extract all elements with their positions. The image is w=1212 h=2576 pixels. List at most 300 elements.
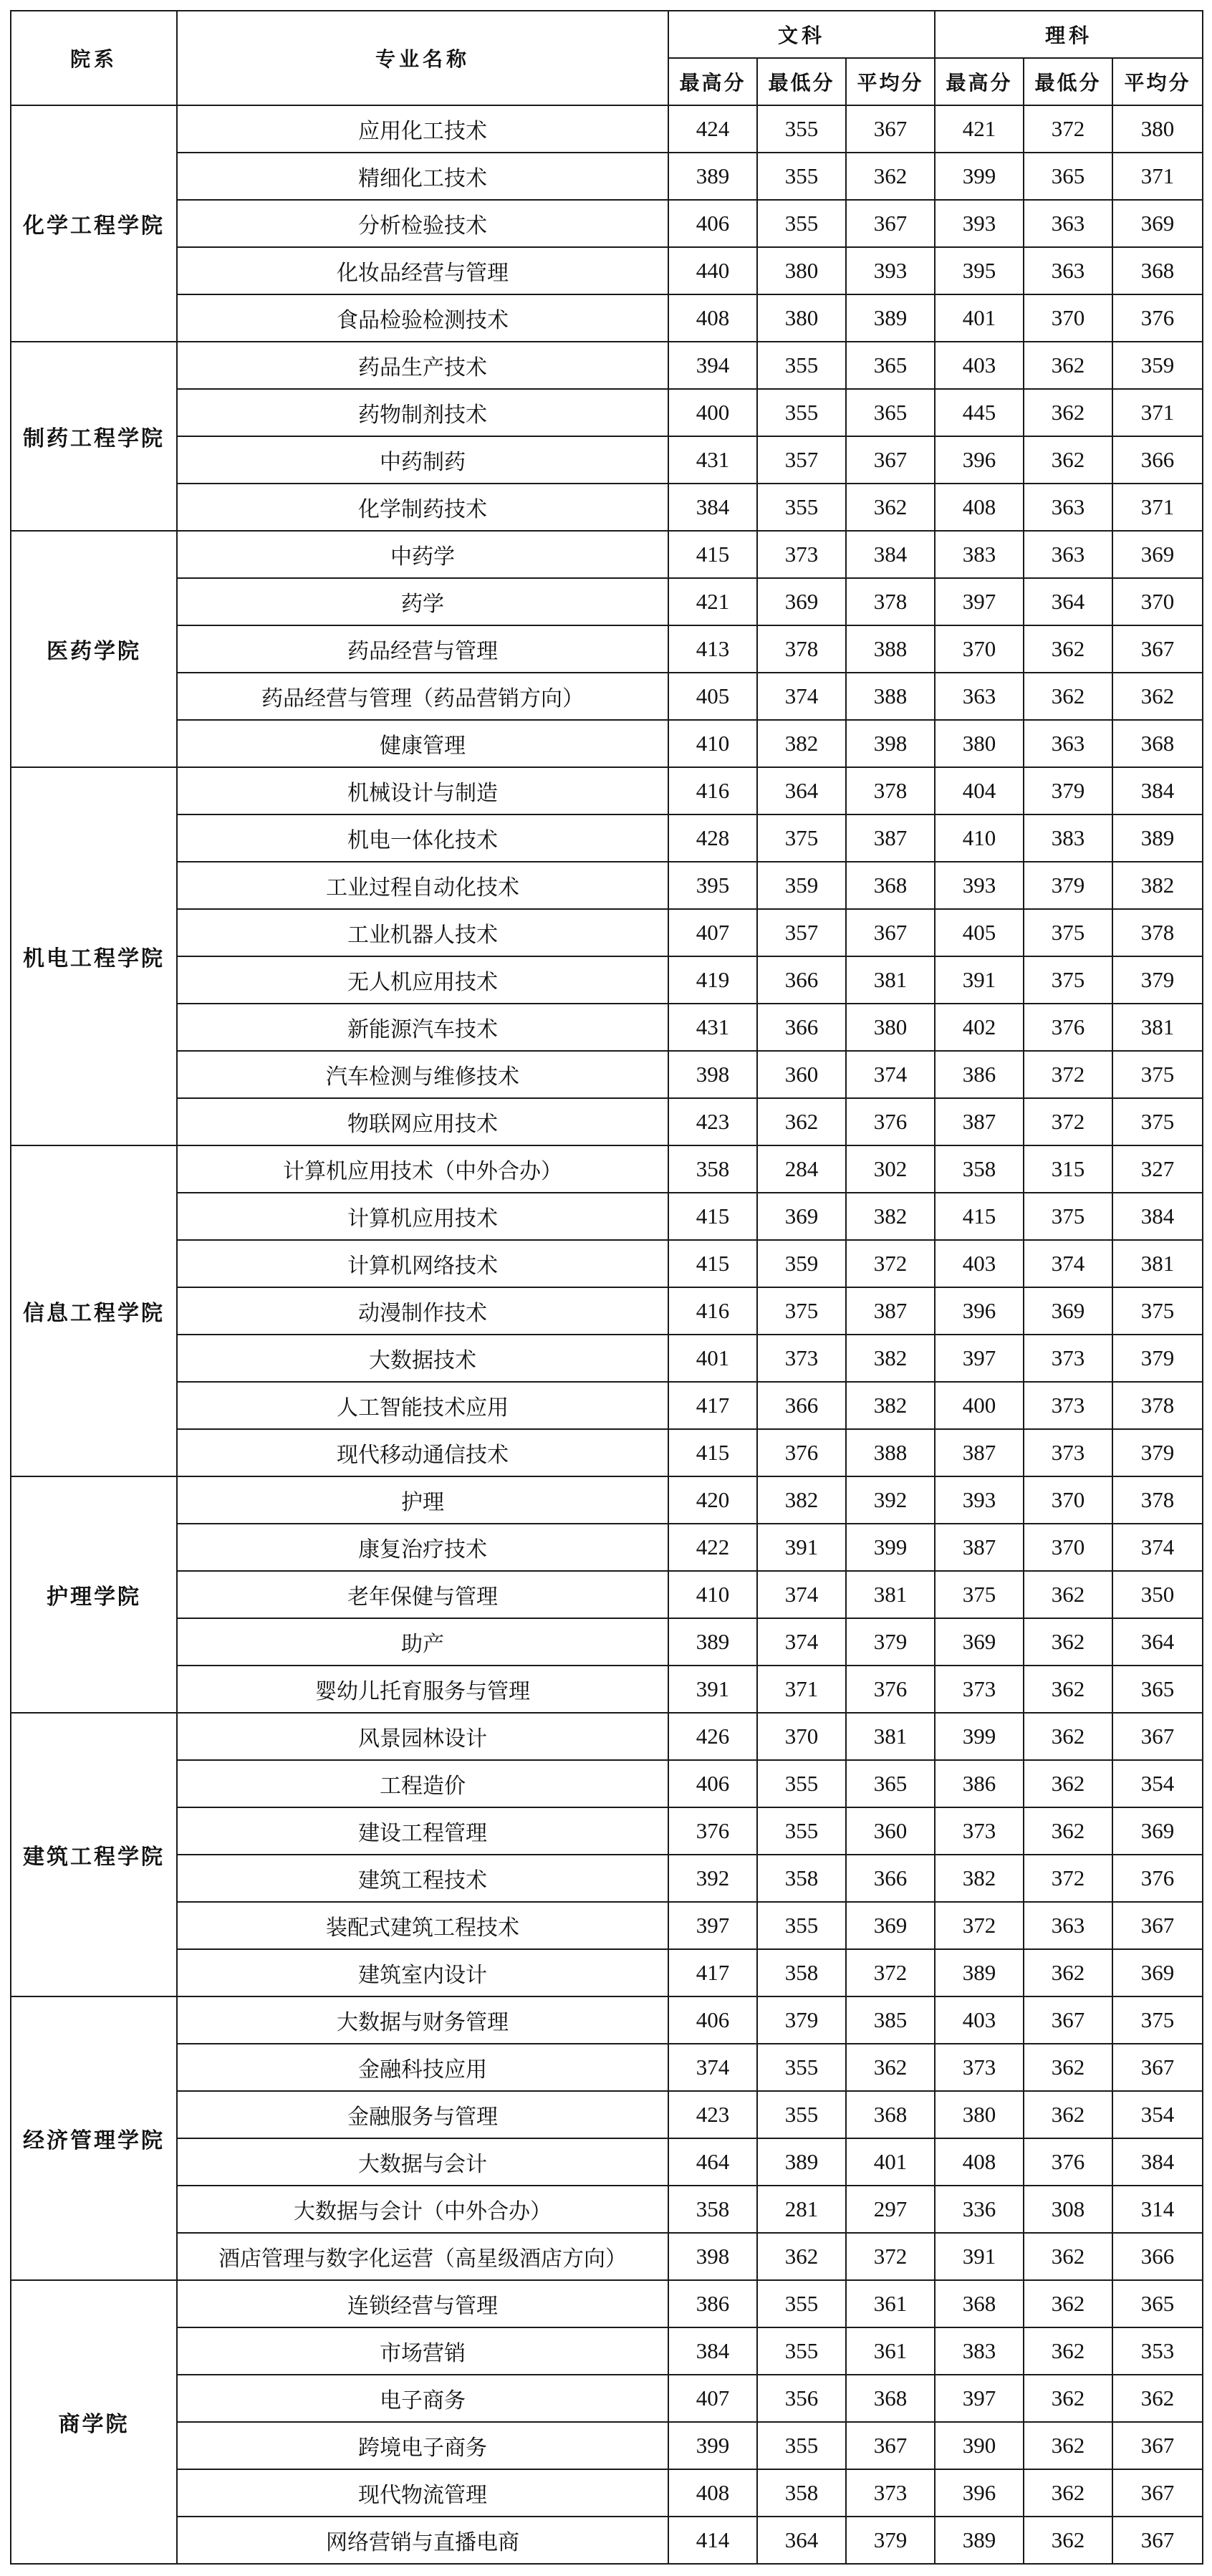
- arts-avg-score: 401: [846, 2138, 935, 2186]
- arts-min-score: 355: [757, 105, 846, 153]
- arts-avg-score: 367: [846, 105, 935, 153]
- table-row: [11, 2044, 1203, 2091]
- arts-avg-score: 381: [846, 1571, 935, 1618]
- table-row: [11, 720, 1203, 767]
- arts-avg-score: 368: [846, 2375, 935, 2422]
- science-max-score: 393: [935, 862, 1024, 909]
- science-min-score: 362: [1024, 2375, 1112, 2422]
- science-avg-score: 375: [1112, 1098, 1203, 1145]
- arts-avg-score: 297: [846, 2186, 935, 2233]
- arts-avg-score: 372: [846, 1240, 935, 1287]
- arts-avg-score: 376: [846, 1098, 935, 1145]
- arts-min-score: 355: [757, 342, 846, 389]
- science-max-score: 363: [935, 673, 1024, 720]
- arts-max-score: 401: [668, 1335, 757, 1382]
- arts-min-score: 370: [757, 1713, 846, 1760]
- arts-max-score: 440: [668, 247, 757, 294]
- arts-min-score: 369: [757, 1193, 846, 1240]
- table-row: [11, 1098, 1203, 1145]
- major-name: 精细化工技术: [177, 153, 668, 200]
- science-min-score: 362: [1024, 2517, 1112, 2564]
- science-max-score: 393: [935, 200, 1024, 247]
- department-name: 医药学院: [11, 531, 177, 767]
- science-max-score: 368: [935, 2280, 1024, 2327]
- arts-max-score: 428: [668, 814, 757, 862]
- arts-min-score: 374: [757, 673, 846, 720]
- header-department: 院系: [11, 11, 177, 105]
- table-row: [11, 153, 1203, 200]
- major-name: 药物制剂技术: [177, 389, 668, 436]
- arts-min-score: 356: [757, 2375, 846, 2422]
- arts-avg-score: 367: [846, 2422, 935, 2469]
- arts-max-score: 399: [668, 2422, 757, 2469]
- arts-max-score: 414: [668, 2517, 757, 2564]
- major-name: 电子商务: [177, 2375, 668, 2422]
- major-name: 物联网应用技术: [177, 1098, 668, 1145]
- arts-min-score: 355: [757, 2044, 846, 2091]
- arts-max-score: 398: [668, 2233, 757, 2280]
- arts-min-score: 373: [757, 531, 846, 578]
- arts-min-score: 355: [757, 1807, 846, 1855]
- science-min-score: 362: [1024, 2469, 1112, 2517]
- arts-max-score: 420: [668, 1476, 757, 1524]
- table-row: [11, 1713, 1203, 1760]
- header-group-science: 理科: [935, 11, 1203, 58]
- arts-min-score: 366: [757, 956, 846, 1004]
- science-avg-score: 382: [1112, 862, 1203, 909]
- arts-min-score: 359: [757, 862, 846, 909]
- major-name: 金融服务与管理: [177, 2091, 668, 2138]
- science-avg-score: 366: [1112, 436, 1203, 484]
- department-name: 机电工程学院: [11, 767, 177, 1145]
- header-arts-avg: 平均分: [846, 58, 935, 105]
- science-avg-score: 367: [1112, 1902, 1203, 1949]
- science-avg-score: 367: [1112, 2517, 1203, 2564]
- science-min-score: 372: [1024, 1855, 1112, 1902]
- science-min-score: 376: [1024, 1004, 1112, 1051]
- arts-avg-score: 362: [846, 153, 935, 200]
- arts-avg-score: 384: [846, 531, 935, 578]
- arts-avg-score: 398: [846, 720, 935, 767]
- arts-avg-score: 388: [846, 625, 935, 673]
- score-table-body: [11, 105, 1203, 2564]
- arts-avg-score: 389: [846, 294, 935, 342]
- table-row: [11, 105, 1203, 153]
- header-row-groups: [11, 11, 1203, 58]
- arts-min-score: 366: [757, 1004, 846, 1051]
- science-avg-score: 368: [1112, 247, 1203, 294]
- science-avg-score: 367: [1112, 2469, 1203, 2517]
- science-avg-score: 327: [1112, 1145, 1203, 1193]
- science-avg-score: 371: [1112, 153, 1203, 200]
- table-row: [11, 1996, 1203, 2044]
- arts-avg-score: 361: [846, 2280, 935, 2327]
- arts-avg-score: 361: [846, 2327, 935, 2375]
- science-max-score: 403: [935, 1996, 1024, 2044]
- major-name: 药品生产技术: [177, 342, 668, 389]
- science-avg-score: 369: [1112, 1807, 1203, 1855]
- table-row: [11, 1666, 1203, 1713]
- header-arts-min: 最低分: [757, 58, 846, 105]
- table-row: [11, 294, 1203, 342]
- science-max-score: 397: [935, 1335, 1024, 1382]
- arts-avg-score: 393: [846, 247, 935, 294]
- science-avg-score: 354: [1112, 1760, 1203, 1807]
- arts-max-score: 410: [668, 720, 757, 767]
- table-row: [11, 1524, 1203, 1571]
- science-avg-score: 369: [1112, 531, 1203, 578]
- arts-min-score: 355: [757, 2091, 846, 2138]
- arts-min-score: 380: [757, 294, 846, 342]
- major-name: 新能源汽车技术: [177, 1004, 668, 1051]
- science-max-score: 403: [935, 342, 1024, 389]
- science-max-score: 393: [935, 1476, 1024, 1524]
- arts-min-score: 366: [757, 1382, 846, 1429]
- arts-min-score: 373: [757, 1335, 846, 1382]
- arts-max-score: 423: [668, 1098, 757, 1145]
- department-name: 信息工程学院: [11, 1145, 177, 1476]
- arts-max-score: 358: [668, 1145, 757, 1193]
- arts-avg-score: 365: [846, 342, 935, 389]
- arts-avg-score: 381: [846, 956, 935, 1004]
- major-name: 大数据与财务管理: [177, 1996, 668, 2044]
- science-min-score: 362: [1024, 2422, 1112, 2469]
- science-avg-score: 350: [1112, 1571, 1203, 1618]
- table-row: [11, 1240, 1203, 1287]
- arts-avg-score: 378: [846, 578, 935, 625]
- arts-min-score: 355: [757, 484, 846, 531]
- science-avg-score: 369: [1112, 200, 1203, 247]
- arts-max-score: 406: [668, 1760, 757, 1807]
- major-name: 金融科技应用: [177, 2044, 668, 2091]
- science-max-score: 403: [935, 1240, 1024, 1287]
- table-row: [11, 2280, 1203, 2327]
- major-name: 机电一体化技术: [177, 814, 668, 862]
- arts-min-score: 371: [757, 1666, 846, 1713]
- arts-max-score: 397: [668, 1902, 757, 1949]
- arts-min-score: 355: [757, 1760, 846, 1807]
- arts-max-score: 406: [668, 200, 757, 247]
- science-max-score: 421: [935, 105, 1024, 153]
- arts-max-score: 422: [668, 1524, 757, 1571]
- major-name: 婴幼儿托育服务与管理: [177, 1666, 668, 1713]
- science-min-score: 373: [1024, 1335, 1112, 1382]
- arts-avg-score: 373: [846, 2469, 935, 2517]
- major-name: 现代移动通信技术: [177, 1429, 668, 1476]
- science-min-score: 379: [1024, 862, 1112, 909]
- major-name: 应用化工技术: [177, 105, 668, 153]
- science-max-score: 336: [935, 2186, 1024, 2233]
- table-row: [11, 1145, 1203, 1193]
- table-row: [11, 2375, 1203, 2422]
- science-min-score: 362: [1024, 1618, 1112, 1666]
- arts-avg-score: 382: [846, 1382, 935, 1429]
- science-avg-score: 389: [1112, 814, 1203, 862]
- arts-avg-score: 365: [846, 1760, 935, 1807]
- major-name: 中药制药: [177, 436, 668, 484]
- major-name: 药学: [177, 578, 668, 625]
- major-name: 工程造价: [177, 1760, 668, 1807]
- table-row: [11, 2327, 1203, 2375]
- table-row: [11, 1618, 1203, 1666]
- arts-max-score: 419: [668, 956, 757, 1004]
- arts-min-score: 364: [757, 2517, 846, 2564]
- arts-avg-score: 388: [846, 1429, 935, 1476]
- science-avg-score: 371: [1112, 484, 1203, 531]
- science-min-score: 363: [1024, 720, 1112, 767]
- table-row: [11, 342, 1203, 389]
- table-row: [11, 200, 1203, 247]
- science-min-score: 362: [1024, 1949, 1112, 1996]
- science-avg-score: 362: [1112, 673, 1203, 720]
- arts-min-score: 378: [757, 625, 846, 673]
- major-name: 分析检验技术: [177, 200, 668, 247]
- major-name: 汽车检测与维修技术: [177, 1051, 668, 1098]
- arts-max-score: 376: [668, 1807, 757, 1855]
- science-avg-score: 365: [1112, 2280, 1203, 2327]
- arts-avg-score: 365: [846, 389, 935, 436]
- science-avg-score: 367: [1112, 625, 1203, 673]
- major-name: 计算机网络技术: [177, 1240, 668, 1287]
- science-max-score: 391: [935, 2233, 1024, 2280]
- table-row: [11, 1382, 1203, 1429]
- arts-min-score: 358: [757, 1855, 846, 1902]
- arts-avg-score: 368: [846, 862, 935, 909]
- science-max-score: 380: [935, 2091, 1024, 2138]
- arts-min-score: 355: [757, 389, 846, 436]
- arts-min-score: 355: [757, 2280, 846, 2327]
- science-avg-score: 379: [1112, 1429, 1203, 1476]
- science-min-score: 362: [1024, 1571, 1112, 1618]
- science-min-score: 362: [1024, 625, 1112, 673]
- science-max-score: 408: [935, 484, 1024, 531]
- arts-avg-score: 381: [846, 1713, 935, 1760]
- science-min-score: 362: [1024, 1666, 1112, 1713]
- arts-avg-score: 374: [846, 1051, 935, 1098]
- science-max-score: 397: [935, 2375, 1024, 2422]
- science-avg-score: 375: [1112, 1996, 1203, 2044]
- science-min-score: 375: [1024, 1193, 1112, 1240]
- table-row: [11, 389, 1203, 436]
- science-min-score: 362: [1024, 342, 1112, 389]
- arts-avg-score: 387: [846, 814, 935, 862]
- science-max-score: 405: [935, 909, 1024, 956]
- science-avg-score: 367: [1112, 2422, 1203, 2469]
- science-max-score: 373: [935, 1807, 1024, 1855]
- table-row: [11, 862, 1203, 909]
- science-avg-score: 384: [1112, 1193, 1203, 1240]
- department-name: 化学工程学院: [11, 105, 177, 342]
- arts-avg-score: 367: [846, 200, 935, 247]
- major-name: 连锁经营与管理: [177, 2280, 668, 2327]
- arts-max-score: 389: [668, 1618, 757, 1666]
- science-avg-score: 375: [1112, 1287, 1203, 1335]
- table-row: [11, 1476, 1203, 1524]
- arts-max-score: 400: [668, 389, 757, 436]
- science-min-score: 374: [1024, 1240, 1112, 1287]
- arts-max-score: 407: [668, 2375, 757, 2422]
- science-min-score: 362: [1024, 1760, 1112, 1807]
- science-max-score: 386: [935, 1760, 1024, 1807]
- science-max-score: 383: [935, 2327, 1024, 2375]
- header-group-arts: 文科: [668, 11, 935, 58]
- arts-max-score: 416: [668, 767, 757, 814]
- arts-avg-score: 302: [846, 1145, 935, 1193]
- arts-min-score: 389: [757, 2138, 846, 2186]
- header-science-min: 最低分: [1024, 58, 1112, 105]
- arts-min-score: 380: [757, 247, 846, 294]
- major-name: 机械设计与制造: [177, 767, 668, 814]
- science-min-score: 372: [1024, 105, 1112, 153]
- science-min-score: 373: [1024, 1382, 1112, 1429]
- science-max-score: 373: [935, 1666, 1024, 1713]
- science-avg-score: 371: [1112, 389, 1203, 436]
- table-row: [11, 625, 1203, 673]
- science-max-score: 408: [935, 2138, 1024, 2186]
- major-name: 建筑室内设计: [177, 1949, 668, 1996]
- science-min-score: 362: [1024, 2091, 1112, 2138]
- science-max-score: 389: [935, 2517, 1024, 2564]
- arts-max-score: 406: [668, 1996, 757, 2044]
- major-name: 计算机应用技术（中外合办）: [177, 1145, 668, 1193]
- table-row: [11, 673, 1203, 720]
- arts-avg-score: 378: [846, 767, 935, 814]
- science-min-score: 363: [1024, 531, 1112, 578]
- major-name: 工业机器人技术: [177, 909, 668, 956]
- arts-max-score: 417: [668, 1949, 757, 1996]
- table-row: [11, 1004, 1203, 1051]
- table-row: [11, 2138, 1203, 2186]
- arts-avg-score: 369: [846, 1902, 935, 1949]
- science-min-score: 362: [1024, 389, 1112, 436]
- arts-min-score: 355: [757, 1902, 846, 1949]
- science-max-score: 396: [935, 2469, 1024, 2517]
- arts-min-score: 382: [757, 1476, 846, 1524]
- science-avg-score: 375: [1112, 1051, 1203, 1098]
- science-max-score: 399: [935, 153, 1024, 200]
- arts-max-score: 415: [668, 531, 757, 578]
- science-avg-score: 370: [1112, 578, 1203, 625]
- score-table: [10, 10, 1203, 2565]
- science-min-score: 362: [1024, 1713, 1112, 1760]
- science-avg-score: 384: [1112, 767, 1203, 814]
- major-name: 护理: [177, 1476, 668, 1524]
- table-row: [11, 1571, 1203, 1618]
- arts-max-score: 415: [668, 1193, 757, 1240]
- arts-avg-score: 382: [846, 1335, 935, 1382]
- science-avg-score: 366: [1112, 2233, 1203, 2280]
- arts-min-score: 375: [757, 1287, 846, 1335]
- science-min-score: 370: [1024, 294, 1112, 342]
- arts-min-score: 281: [757, 2186, 846, 2233]
- arts-max-score: 398: [668, 1051, 757, 1098]
- table-row: [11, 484, 1203, 531]
- major-name: 建设工程管理: [177, 1807, 668, 1855]
- department-name: 建筑工程学院: [11, 1713, 177, 1996]
- science-max-score: 386: [935, 1051, 1024, 1098]
- arts-avg-score: 379: [846, 2517, 935, 2564]
- arts-min-score: 284: [757, 1145, 846, 1193]
- major-name: 化妆品经营与管理: [177, 247, 668, 294]
- science-min-score: 375: [1024, 956, 1112, 1004]
- arts-min-score: 362: [757, 1098, 846, 1145]
- arts-max-score: 415: [668, 1429, 757, 1476]
- arts-avg-score: 367: [846, 909, 935, 956]
- table-row: [11, 578, 1203, 625]
- department-name: 商学院: [11, 2280, 177, 2564]
- header-science-avg: 平均分: [1112, 58, 1203, 105]
- science-max-score: 445: [935, 389, 1024, 436]
- table-row: [11, 1051, 1203, 1098]
- major-name: 食品检验检测技术: [177, 294, 668, 342]
- science-avg-score: 378: [1112, 909, 1203, 956]
- table-row: [11, 531, 1203, 578]
- arts-max-score: 384: [668, 484, 757, 531]
- science-max-score: 382: [935, 1855, 1024, 1902]
- major-name: 人工智能技术应用: [177, 1382, 668, 1429]
- science-avg-score: 354: [1112, 2091, 1203, 2138]
- science-min-score: 362: [1024, 2044, 1112, 2091]
- table-row: [11, 2186, 1203, 2233]
- science-avg-score: 368: [1112, 720, 1203, 767]
- arts-max-score: 416: [668, 1287, 757, 1335]
- major-name: 计算机应用技术: [177, 1193, 668, 1240]
- science-max-score: 404: [935, 767, 1024, 814]
- science-max-score: 369: [935, 1618, 1024, 1666]
- table-row: [11, 814, 1203, 862]
- department-name: 经济管理学院: [11, 1996, 177, 2280]
- major-name: 酒店管理与数字化运营（高星级酒店方向）: [177, 2233, 668, 2280]
- arts-max-score: 358: [668, 2186, 757, 2233]
- major-name: 大数据技术: [177, 1335, 668, 1382]
- major-name: 无人机应用技术: [177, 956, 668, 1004]
- table-row: [11, 436, 1203, 484]
- arts-max-score: 417: [668, 1382, 757, 1429]
- arts-avg-score: 360: [846, 1807, 935, 1855]
- table-row: [11, 1193, 1203, 1240]
- major-name: 老年保健与管理: [177, 1571, 668, 1618]
- science-min-score: 383: [1024, 814, 1112, 862]
- science-max-score: 380: [935, 720, 1024, 767]
- science-max-score: 389: [935, 1949, 1024, 1996]
- department-name: 制药工程学院: [11, 342, 177, 531]
- science-min-score: 370: [1024, 1524, 1112, 1571]
- science-min-score: 367: [1024, 1996, 1112, 2044]
- major-name: 现代物流管理: [177, 2469, 668, 2517]
- science-max-score: 396: [935, 1287, 1024, 1335]
- arts-avg-score: 385: [846, 1996, 935, 2044]
- science-avg-score: 364: [1112, 1618, 1203, 1666]
- major-name: 装配式建筑工程技术: [177, 1902, 668, 1949]
- major-name: 康复治疗技术: [177, 1524, 668, 1571]
- major-name: 市场营销: [177, 2327, 668, 2375]
- arts-avg-score: 382: [846, 1193, 935, 1240]
- science-max-score: 395: [935, 247, 1024, 294]
- table-row: [11, 2469, 1203, 2517]
- table-row: [11, 1902, 1203, 1949]
- science-avg-score: 381: [1112, 1004, 1203, 1051]
- arts-max-score: 408: [668, 2469, 757, 2517]
- header-major: 专业名称: [177, 11, 668, 105]
- science-min-score: 372: [1024, 1098, 1112, 1145]
- major-name: 动漫制作技术: [177, 1287, 668, 1335]
- science-max-score: 358: [935, 1145, 1024, 1193]
- science-avg-score: 381: [1112, 1240, 1203, 1287]
- arts-min-score: 360: [757, 1051, 846, 1098]
- arts-avg-score: 366: [846, 1855, 935, 1902]
- arts-max-score: 407: [668, 909, 757, 956]
- science-max-score: 396: [935, 436, 1024, 484]
